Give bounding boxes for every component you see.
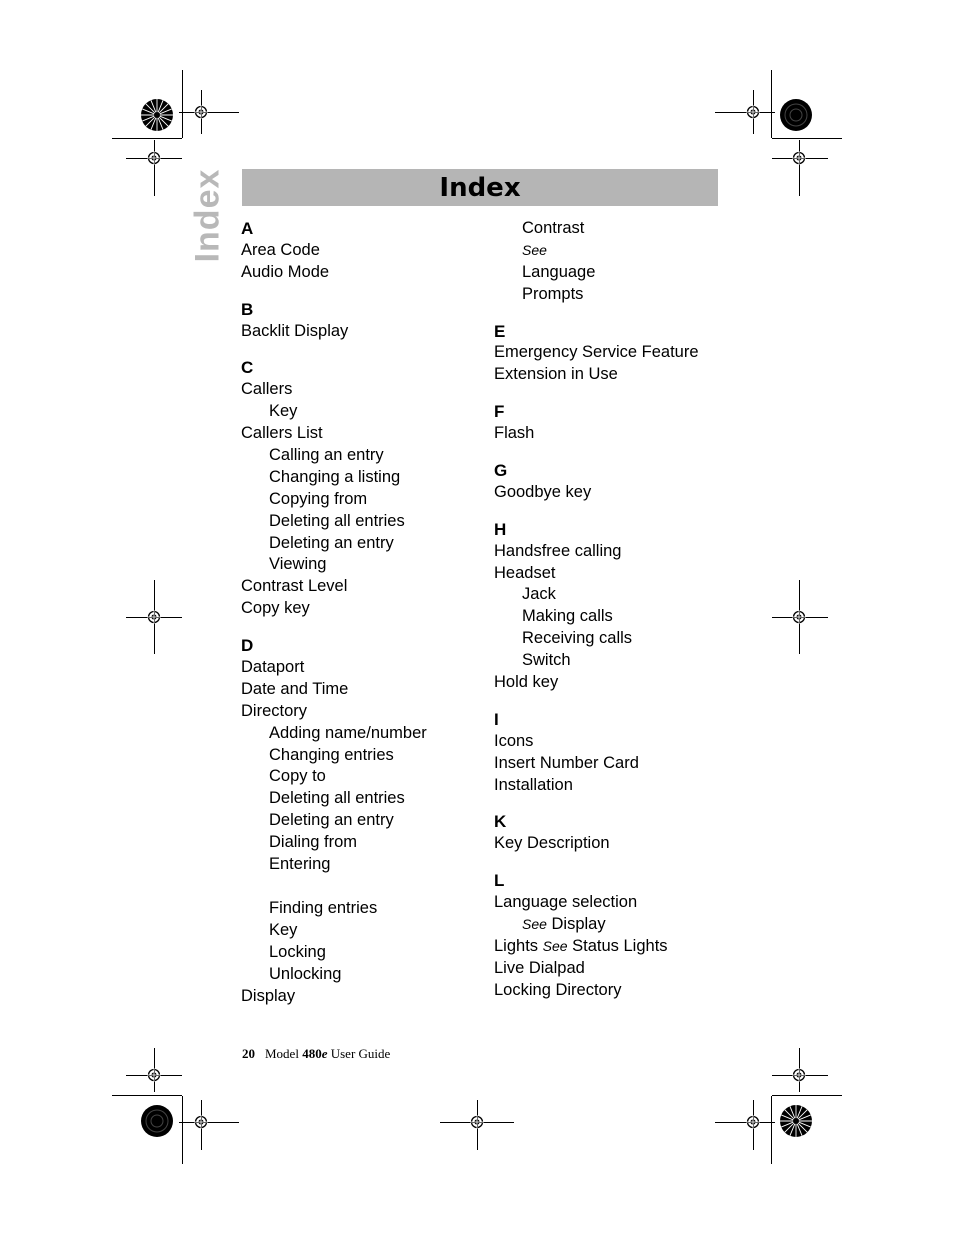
registration-mark-icon bbox=[147, 151, 161, 165]
index-entry: Backlit Display bbox=[241, 321, 349, 340]
index-entry: Insert Number Card bbox=[494, 753, 639, 772]
index-subentry: Copy to bbox=[269, 767, 326, 786]
crop-line bbox=[182, 70, 183, 138]
registration-mark-icon bbox=[746, 1115, 760, 1129]
index-right-column bbox=[494, 218, 734, 1002]
index-subentry: Deleting all entries bbox=[269, 511, 405, 530]
index-entry: Extension in Use bbox=[494, 365, 618, 384]
index-subentry: Calling an entry bbox=[269, 446, 384, 465]
index-subentry: Changing a listing bbox=[269, 467, 401, 486]
index-entry: Date and Time bbox=[241, 679, 349, 698]
registration-mark-icon bbox=[792, 151, 806, 165]
index-entry: Headset bbox=[494, 563, 556, 582]
index-subentry: Language bbox=[522, 262, 596, 281]
registration-mark-icon bbox=[194, 105, 208, 119]
registration-mark-icon bbox=[746, 105, 760, 119]
crosshair-line bbox=[799, 140, 800, 196]
page-number: 20 bbox=[242, 1046, 255, 1061]
index-subentry: Switch bbox=[522, 651, 571, 670]
index-entry: Callers bbox=[241, 380, 293, 399]
index-section-letter: K bbox=[494, 812, 507, 832]
index-section-letter: G bbox=[494, 461, 508, 481]
registration-mark-icon bbox=[470, 1115, 484, 1129]
index-entry: Key Description bbox=[494, 834, 610, 853]
page-title: Index bbox=[439, 172, 521, 203]
index-section-letter: L bbox=[494, 871, 505, 891]
starburst-target-icon bbox=[140, 1104, 174, 1138]
index-entry: Dataport bbox=[241, 658, 305, 677]
starburst-target-icon bbox=[140, 98, 174, 132]
index-section-letter: D bbox=[241, 636, 254, 656]
index-subentry: Copying from bbox=[269, 489, 368, 508]
footer-model-number: 480 bbox=[302, 1046, 322, 1061]
index-entry: Copy key bbox=[241, 599, 310, 618]
side-tab-label: Index bbox=[188, 168, 227, 262]
footer-guide: User Guide bbox=[327, 1046, 391, 1061]
crop-line bbox=[772, 1095, 842, 1096]
crop-line bbox=[182, 1096, 183, 1164]
registration-mark-icon bbox=[147, 1068, 161, 1082]
index-section-letter: A bbox=[241, 219, 254, 238]
index-subentry: Entering bbox=[269, 855, 331, 874]
index-blank-line bbox=[241, 876, 481, 898]
see-reference: See bbox=[542, 937, 568, 954]
index-section-letter: B bbox=[241, 299, 254, 319]
index-subentry bbox=[494, 914, 734, 936]
index-subentry: Jack bbox=[522, 585, 556, 604]
index-entry: Audio Mode bbox=[241, 262, 330, 281]
index-entry: Callers List bbox=[241, 424, 323, 443]
index-entry-text: Status Lights bbox=[567, 936, 668, 955]
index-subentry: Locking bbox=[269, 942, 326, 961]
index-subentry: Key bbox=[269, 920, 298, 939]
index-entry: Handsfree calling bbox=[494, 541, 622, 560]
side-tab bbox=[186, 168, 230, 262]
crop-line bbox=[112, 138, 182, 139]
registration-mark-icon bbox=[147, 610, 161, 624]
index-subentry: Deleting an entry bbox=[269, 811, 394, 830]
index-entry-text: Lights bbox=[494, 936, 543, 955]
page-title-bar bbox=[242, 169, 718, 206]
index-section-letter: I bbox=[494, 709, 499, 729]
starburst-target-icon bbox=[779, 98, 813, 132]
index-entry: Hold key bbox=[494, 673, 559, 692]
index-entry: Live Dialpad bbox=[494, 958, 585, 977]
index-entry: Directory bbox=[241, 701, 308, 720]
footer-model-suffix: e bbox=[321, 1046, 328, 1061]
index-entry: Language selection bbox=[494, 893, 638, 912]
crosshair-line bbox=[179, 1122, 239, 1123]
crop-line bbox=[112, 1095, 182, 1096]
index-entry: Display bbox=[241, 986, 296, 1005]
index-subentry: Contrast bbox=[522, 219, 585, 237]
index-entry: Emergency Service Feature bbox=[494, 343, 699, 362]
starburst-target-icon bbox=[779, 1104, 813, 1138]
crop-line bbox=[772, 138, 842, 139]
registration-mark-icon bbox=[792, 1068, 806, 1082]
index-left-column bbox=[241, 218, 481, 1007]
index-section-letter: C bbox=[241, 358, 254, 378]
index-entry: Goodbye key bbox=[494, 482, 592, 501]
index-entry-text: Display bbox=[546, 915, 606, 934]
crosshair-line bbox=[179, 112, 239, 113]
crosshair-line bbox=[715, 112, 775, 113]
registration-mark-icon bbox=[194, 1115, 208, 1129]
index-subentry: Deleting an entry bbox=[269, 533, 394, 552]
index-entry: Icons bbox=[494, 731, 534, 750]
footer-model-prefix: Model bbox=[265, 1046, 303, 1061]
index-subentry: Viewing bbox=[269, 555, 327, 574]
index-entry: Contrast Level bbox=[241, 577, 348, 596]
index-subentry: Key bbox=[269, 402, 298, 421]
index-section-letter: F bbox=[494, 402, 505, 422]
crop-line bbox=[771, 1096, 772, 1164]
index-entry: Flash bbox=[494, 424, 535, 443]
index-entry bbox=[494, 936, 734, 958]
index-entry: Installation bbox=[494, 775, 573, 794]
index-subentry: Unlocking bbox=[269, 964, 342, 983]
crosshair-line bbox=[154, 140, 155, 196]
index-subentry: Prompts bbox=[522, 284, 584, 303]
index-subentry: Deleting all entries bbox=[269, 789, 405, 808]
index-subentry bbox=[494, 240, 734, 262]
index-subentry: Making calls bbox=[522, 607, 613, 626]
index-entry: Area Code bbox=[241, 240, 320, 259]
see-reference: See bbox=[522, 916, 547, 933]
crop-line bbox=[771, 70, 772, 138]
index-subentry: Changing entries bbox=[269, 745, 394, 764]
crosshair-line bbox=[715, 1122, 775, 1123]
index-section-letter: H bbox=[494, 519, 507, 539]
index-subentry: Adding name/number bbox=[269, 723, 427, 742]
index-subentry: Receiving calls bbox=[522, 629, 633, 648]
index-entry: Locking Directory bbox=[494, 980, 622, 999]
index-subentry: Finding entries bbox=[269, 898, 378, 917]
see-reference: See bbox=[522, 241, 547, 258]
page-footer bbox=[242, 1046, 390, 1062]
index-subentry: Dialing from bbox=[269, 833, 358, 852]
index-section-letter: E bbox=[494, 321, 506, 341]
registration-mark-icon bbox=[792, 610, 806, 624]
